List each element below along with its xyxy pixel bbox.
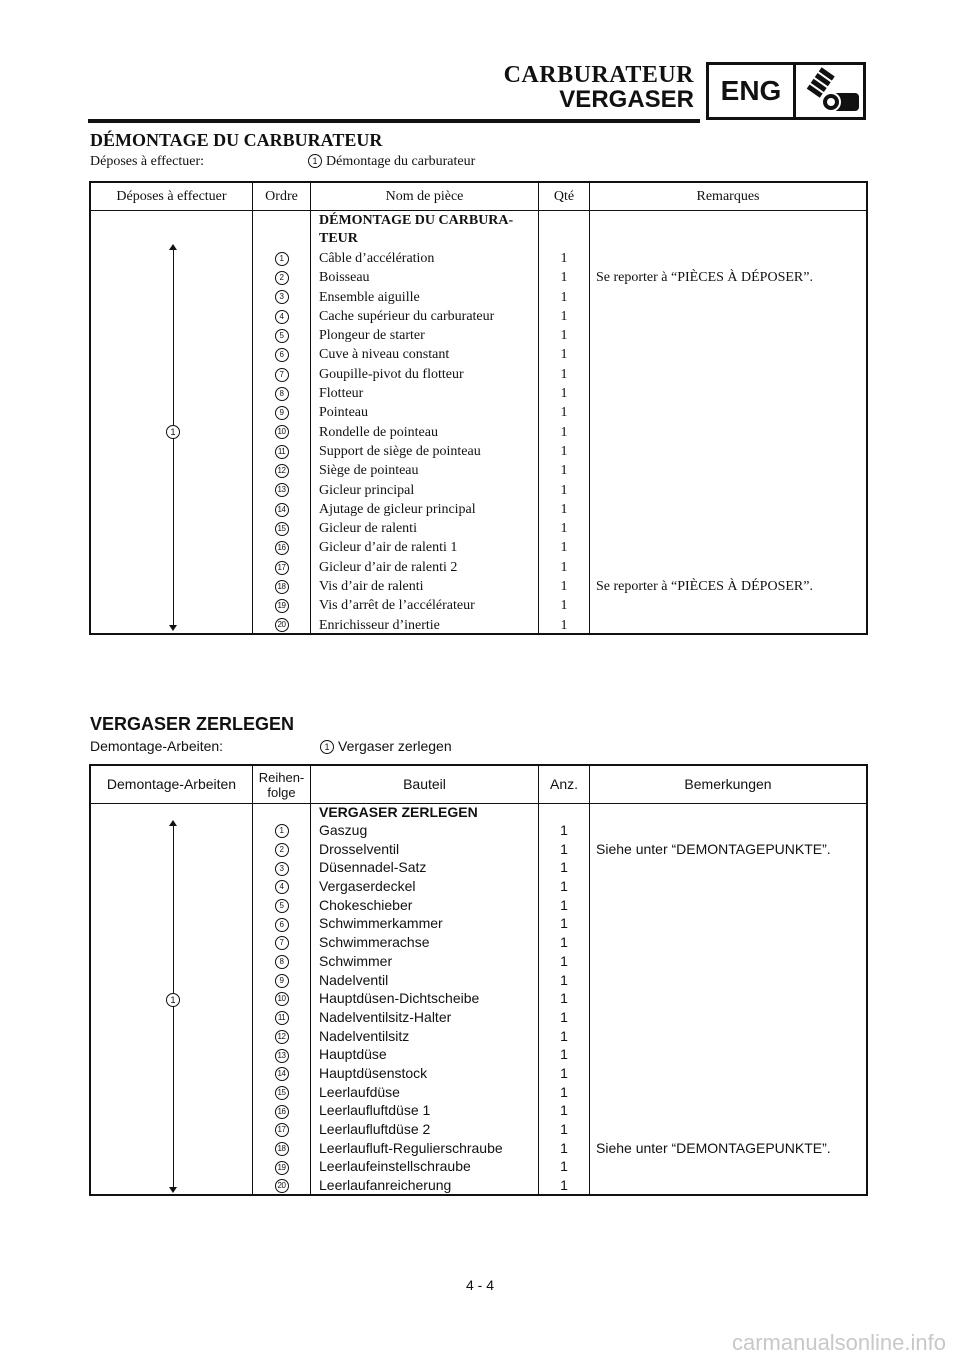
order-cell [253,558,310,577]
col-header: Bemerkungen [684,776,772,792]
order-cell [253,307,310,326]
remarks-column [590,804,866,1195]
order-cell [253,1120,310,1139]
order-number: 19 [275,599,289,613]
part-remark [590,558,866,577]
part-qty: 1 [560,559,568,575]
order-cell [253,249,310,268]
part-qty: 1 [560,1064,568,1081]
order-cell [253,858,310,877]
part-remark [590,384,866,403]
col-header: Demontage-Arbeiten [91,766,253,803]
order-number: 2 [275,843,289,857]
order-number: 2 [275,271,289,285]
part-name-column [311,804,539,1195]
part-remark [590,1120,866,1139]
order-number: 8 [275,387,289,401]
section-badge [706,62,866,120]
order-cell [253,952,310,971]
section-title-fr: DÉMONTAGE DU CARBURATEUR [90,130,383,150]
col-header: Anz. [539,766,590,803]
part-name: Gicleur principal [319,482,415,498]
part-name: Nadelventilsitz [319,1027,410,1044]
sub-value-text: Démontage du carburateur [326,154,476,169]
order-cell [253,840,310,859]
part-qty: 1 [560,1083,568,1100]
part-qty: 1 [560,822,568,838]
order-cell [253,326,310,345]
part-name: Ensemble aiguille [319,289,420,305]
order-cell [253,384,310,403]
order-number: 11 [275,1011,289,1025]
order-cell [253,1083,310,1102]
order-number: 3 [275,862,289,876]
part-name: Schwimmer [319,952,393,969]
order-number: 5 [275,329,289,343]
part-qty: 1 [560,405,568,421]
part-qty: 1 [560,289,568,305]
part-qty: 1 [560,896,568,913]
order-number: 18 [275,580,289,594]
part-remark: Se reporter à “PIÈCES À DÉPOSER”. [596,270,813,286]
part-qty: 1 [560,1139,568,1156]
part-remark [590,307,866,326]
order-cell [253,481,310,500]
badge-label: ENG [709,65,796,117]
part-remark [590,519,866,538]
order-number: 9 [275,406,289,420]
col-header: Qté [539,183,590,210]
part-qty: 1 [560,915,568,932]
part-qty: 1 [560,971,568,988]
part-remark [590,403,866,422]
col-header: Remarques [696,189,760,204]
group-heading: DÉMONTAGE DU CARBURA- [319,213,514,228]
part-remark [590,461,866,480]
part-qty: 1 [560,463,568,479]
order-cell [253,403,310,422]
order-number: 15 [275,522,289,536]
part-name: Düsennadel-Satz [319,859,427,876]
part-remark [590,1101,866,1120]
part-name: Nadelventil [319,971,389,988]
spacer [253,211,310,249]
part-qty: 1 [560,859,568,876]
part-remark [590,616,866,635]
range-line [173,825,174,1189]
qty-column [539,211,590,634]
part-qty: 1 [560,308,568,324]
part-name: Goupille-pivot du flotteur [319,366,464,382]
part-qty: 1 [560,443,568,459]
part-remark: Siehe unter “DEMONTAGEPUNKTE”. [596,840,831,857]
part-name: Vis d’arrêt de l’accélérateur [319,598,475,614]
order-number: 8 [275,955,289,969]
order-cell [253,423,310,442]
part-remark: Siehe unter “DEMONTAGEPUNKTE”. [596,1139,831,1156]
order-cell [253,971,310,990]
table-header [91,766,866,804]
part-remark [590,481,866,500]
part-name: Support de siège de pointeau [319,443,481,459]
part-remark: Se reporter à “PIÈCES À DÉPOSER”. [596,579,813,595]
part-qty: 1 [560,1027,568,1044]
part-remark [590,1045,866,1064]
part-remark [590,1008,866,1027]
header-title-de: VERGASER [559,86,694,113]
order-cell [253,1157,310,1176]
order-cell [253,288,310,307]
part-remark [590,1157,866,1176]
part-remark [590,326,866,345]
part-qty: 1 [560,1158,568,1175]
part-name: Hauptdüse [319,1046,387,1063]
arrow-down-icon [169,625,177,631]
order-number: 12 [275,1030,289,1044]
part-qty: 1 [560,617,568,633]
part-qty: 1 [560,934,568,951]
removal-column [91,211,253,634]
order-cell [253,616,310,635]
part-remark [590,877,866,896]
sub-label-de: Demontage-Arbeiten: [90,738,224,754]
part-name: Schwimmerachse [319,934,430,951]
part-remark [590,365,866,384]
part-name: Siège de pointeau [319,463,419,479]
part-remark [590,288,866,307]
order-number: 18 [275,1142,289,1156]
table-header [91,183,866,211]
order-number: 9 [275,974,289,988]
part-name: Cache supérieur du carburateur [319,308,495,324]
part-remark [590,442,866,461]
part-name: Gicleur d’air de ralenti 2 [319,559,458,575]
part-remark [590,933,866,952]
col-header: Reihen- folge [253,766,311,803]
qty-column [539,804,590,1195]
page-number: 4 - 4 [465,1277,494,1293]
remarks-column [590,211,866,634]
order-cell [253,1045,310,1064]
order-number: 4 [275,880,289,894]
part-remark [590,821,866,840]
order-number: 5 [275,899,289,913]
group-number: 1 [166,993,180,1007]
part-qty: 1 [560,424,568,440]
part-qty: 1 [560,501,568,517]
arrow-down-icon [169,1187,177,1193]
order-cell [253,1008,310,1027]
part-name: Gicleur d’air de ralenti 1 [319,540,458,556]
group-number: 1 [166,425,180,439]
part-name: Enrichisseur d’inertie [319,617,440,633]
spacer [590,211,866,249]
order-cell [253,365,310,384]
part-qty: 1 [560,1102,568,1119]
order-number: 13 [275,483,289,497]
order-number: 6 [275,348,289,362]
part-name: Chokeschieber [319,896,413,913]
order-number: 14 [275,503,289,517]
part-name: Leerlaufluftdüse 1 [319,1102,431,1119]
part-qty: 1 [560,347,568,363]
order-cell [253,519,310,538]
order-cell [253,596,310,615]
part-name: Plongeur de starter [319,328,425,344]
part-remark [590,596,866,615]
part-qty: 1 [560,579,568,595]
part-name: Schwimmerkammer [319,915,443,932]
spacer [590,804,866,821]
spacer [253,804,310,821]
part-qty: 1 [560,366,568,382]
order-cell [253,1139,310,1158]
order-number: 14 [275,1067,289,1081]
part-name: Leerlaufluft-Regulierschraube [319,1139,503,1156]
part-remark [590,1176,866,1195]
step-number: 1 [320,740,334,754]
header-rule [88,119,700,123]
part-remark [590,1083,866,1102]
part-remark [590,249,866,268]
part-name: Leerlaufeinstellschraube [319,1158,471,1175]
order-cell [253,877,310,896]
order-number: 15 [275,1086,289,1100]
part-remark [590,345,866,364]
part-qty: 1 [560,540,568,556]
part-qty: 1 [560,482,568,498]
group-heading: VERGASER ZERLEGEN [319,804,478,820]
removal-column [91,804,253,1195]
order-cell [253,538,310,557]
order-cell [253,896,310,915]
part-qty: 1 [560,1177,568,1194]
engine-piston-icon [796,65,863,117]
order-number: 1 [275,824,289,838]
part-qty: 1 [560,251,568,266]
part-qty: 1 [560,1121,568,1137]
part-remark [590,896,866,915]
order-cell [253,500,310,519]
order-number: 12 [275,464,289,478]
part-qty: 1 [560,1008,568,1025]
part-name: Pointeau [319,405,368,421]
order-number: 16 [275,1105,289,1119]
part-name: Hauptdüsen-Dichtscheibe [319,990,480,1007]
order-number: 16 [275,541,289,555]
order-cell [253,461,310,480]
part-remark [590,423,866,442]
parts-table-fr [89,181,868,635]
part-qty: 1 [560,1046,568,1063]
order-number: 11 [275,445,289,459]
sub-value-text: Vergaser zerlegen [338,738,452,754]
step-number: 1 [308,154,322,168]
part-remark [590,1027,866,1046]
order-number: 1 [275,252,289,266]
part-qty: 1 [560,598,568,614]
order-cell [253,442,310,461]
part-name: Cuve à niveau constant [319,347,450,363]
order-cell [253,933,310,952]
order-cell [253,914,310,933]
part-qty: 1 [560,386,568,402]
part-remark [590,971,866,990]
order-number: 20 [275,618,289,632]
part-name-column [311,211,539,634]
order-cell [253,1101,310,1120]
col-header: Bauteil [311,766,539,803]
order-number: 17 [275,1123,289,1137]
order-cell [253,577,310,596]
col-header: Nom de pièce [311,183,539,210]
header-title-fr: CARBURATEUR [503,62,694,88]
part-remark [590,914,866,933]
order-cell [253,1176,310,1195]
part-remark [590,989,866,1008]
col-header: Ordre [253,183,311,210]
order-cell [253,1064,310,1083]
table-body [91,804,866,1195]
part-remark [590,858,866,877]
order-column [253,211,311,634]
spacer [539,211,589,249]
table-body [91,211,866,634]
part-name: Hauptdüsenstock [319,1064,428,1081]
part-name: Drosselventil [319,840,400,857]
order-cell [253,1027,310,1046]
order-cell [253,989,310,1008]
part-remark [590,952,866,971]
part-name: Flotteur [319,386,364,402]
part-name: Ajutage de gicleur principal [319,501,476,517]
part-name: Câble d’accélération [319,251,435,266]
order-number: 10 [275,992,289,1006]
order-number: 20 [275,1179,289,1193]
order-cell [253,821,310,840]
sub-label-fr: Déposes à effectuer: [90,154,205,169]
part-name: Gaszug [319,822,368,838]
part-qty: 1 [560,521,568,537]
group-heading: TEUR [319,231,358,246]
part-name: Boisseau [319,270,370,286]
order-number: 4 [275,310,289,324]
order-cell [253,345,310,364]
part-name: Leerlaufluftdüse 2 [319,1121,431,1137]
sub-value-fr [308,154,475,170]
part-name: Nadelventilsitz-Halter [319,1008,452,1025]
part-qty: 1 [560,990,568,1007]
spacer [539,804,589,821]
order-number: 6 [275,918,289,932]
part-qty: 1 [560,878,568,895]
watermark: carmanualsonline.info [731,1330,946,1355]
order-cell [253,268,310,287]
part-remark [590,1064,866,1083]
section-title-de: VERGASER ZERLEGEN [90,714,295,734]
part-qty: 1 [560,270,568,286]
order-number: 13 [275,1049,289,1063]
part-remark [590,500,866,519]
sub-value-de [320,738,452,754]
part-remark [590,538,866,557]
part-qty: 1 [560,840,568,857]
order-column [253,804,311,1195]
part-name: Vergaserdeckel [319,878,416,895]
order-number: 10 [275,425,289,439]
order-number: 7 [275,936,289,950]
part-name: Leerlaufdüse [319,1083,400,1100]
col-header: Déposes à effectuer [91,183,253,210]
part-name: Rondelle de pointeau [319,424,438,440]
order-number: 17 [275,561,289,575]
parts-table-de [89,764,868,1196]
part-name: Leerlaufanreicherung [319,1177,452,1194]
order-number: 3 [275,290,289,304]
part-name: Gicleur de ralenti [319,521,417,537]
order-number: 7 [275,368,289,382]
part-qty: 1 [560,328,568,344]
order-number: 19 [275,1161,289,1175]
part-name: Vis d’air de ralenti [319,579,424,595]
part-qty: 1 [560,952,568,969]
